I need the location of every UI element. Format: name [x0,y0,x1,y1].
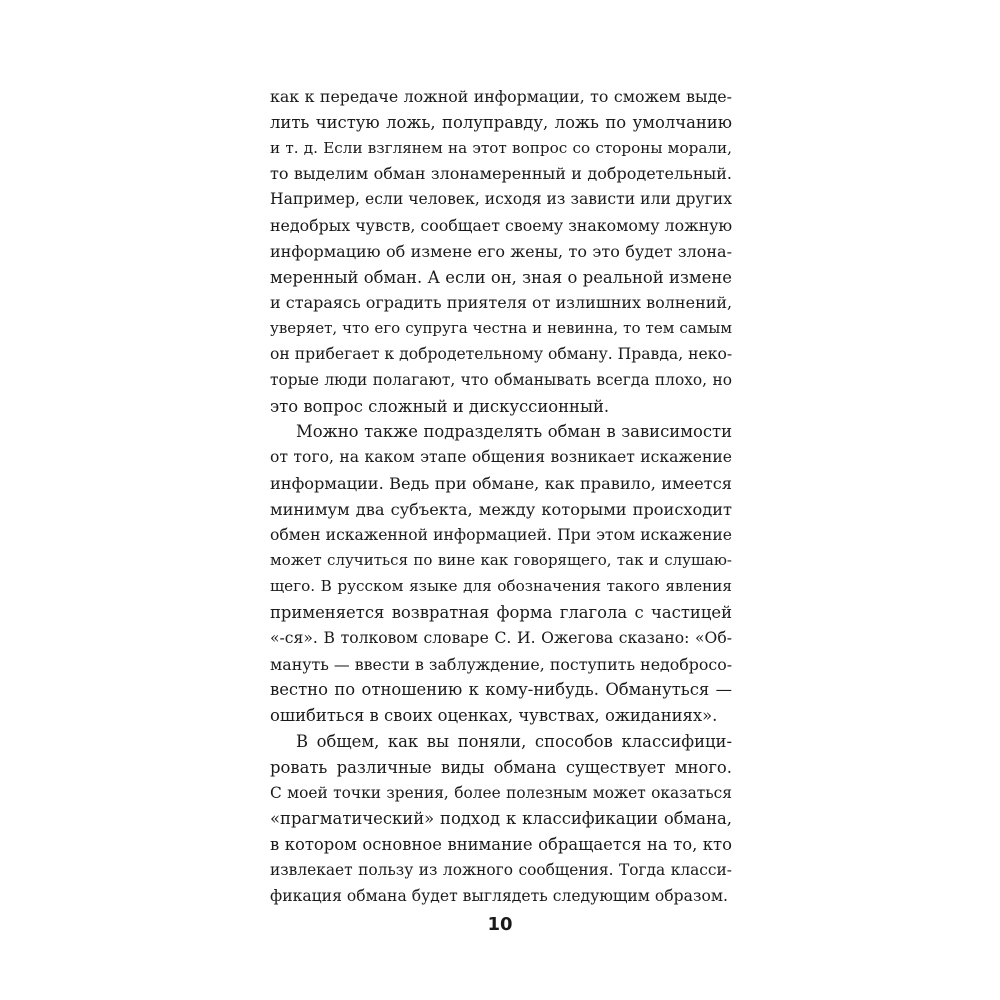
text-line: Например, если человек, исходя из зависти или других [270,190,732,209]
text-line: уверяет, что его супруга честна и невинна, то тем самым [270,319,732,338]
text-line: это вопрос сложный и дискуссионный. [270,396,610,416]
text-line: торые люди полагают, что обманывать всегда плохо, но [270,370,732,389]
text-line: как к передаче ложной информации, то сможем выде- [270,87,732,106]
text-line: мануть — ввести в заблуждение, поступить недобросо- [270,654,733,674]
text-line: информацию об измене его жены, то это будет злона- [270,241,732,261]
paragraph [270,729,732,910]
text-line: В общем, как вы поняли, способов классифици- [296,731,732,751]
text-line: вестно по отношению к кому-нибудь. Обмануться — [270,680,732,700]
text-line: то выделим обман злонамеренный и добродетельный. [270,164,732,184]
text-line: и т. д. Если взглянем на этот вопрос со стороны морали, [270,138,732,157]
text-line: извлекает пользу из ложного сообщения. Тогда класси- [270,860,732,879]
text-line: недобрых чувств, сообщает своему знакомому ложную [270,215,733,235]
text-line: меренный обман. А если он, зная о реальной измене [270,267,732,287]
text-line: лить чистую ложь, полуправду, ложь по умолчанию [270,112,732,132]
text-line: «прагматический» подход к классификации обмана, [270,809,732,829]
text-line: применяется возвратная форма глагола с частицей [270,602,732,622]
text-line: обмен искаженной информацией. При этом искажение [270,525,732,544]
text-line: ровать различные виды обмана существует много. [270,757,732,777]
text-line: ошибиться в своих оценках, чувствах, ожиданиях». [270,706,718,726]
page-number: 10 [487,914,513,935]
body-text [270,84,732,910]
paragraph [270,419,732,729]
text-line: и стараясь оградить приятеля от излишних волнений, [270,293,733,313]
text-line: информации. Ведь при обмане, как правило, имеется [270,473,732,493]
text-line: он прибегает к добродетельному обману. Правда, неко- [270,344,733,363]
text-line: от того, на каком этапе общения возникает искажение [270,448,732,467]
text-line: в котором основное внимание обращается на то, кто [270,835,732,855]
text-line: минимум два субъекта, между которыми происходит [270,499,732,519]
text-line: Можно также подразделять обман в зависимости [296,422,732,442]
text-line: С моей точки зрения, более полезным может оказаться [270,783,732,802]
text-line: щего. В русском языке для обозначения такого явления [270,577,732,596]
text-line: может случиться по вине как говорящего, так и слушаю- [270,551,732,570]
paragraph [270,84,732,419]
text-line: «-ся». В толковом словаре С. И. Ожегова сказано: «Об- [270,628,732,647]
text-line: фикация обмана будет выглядеть следующим образом. [270,886,728,905]
